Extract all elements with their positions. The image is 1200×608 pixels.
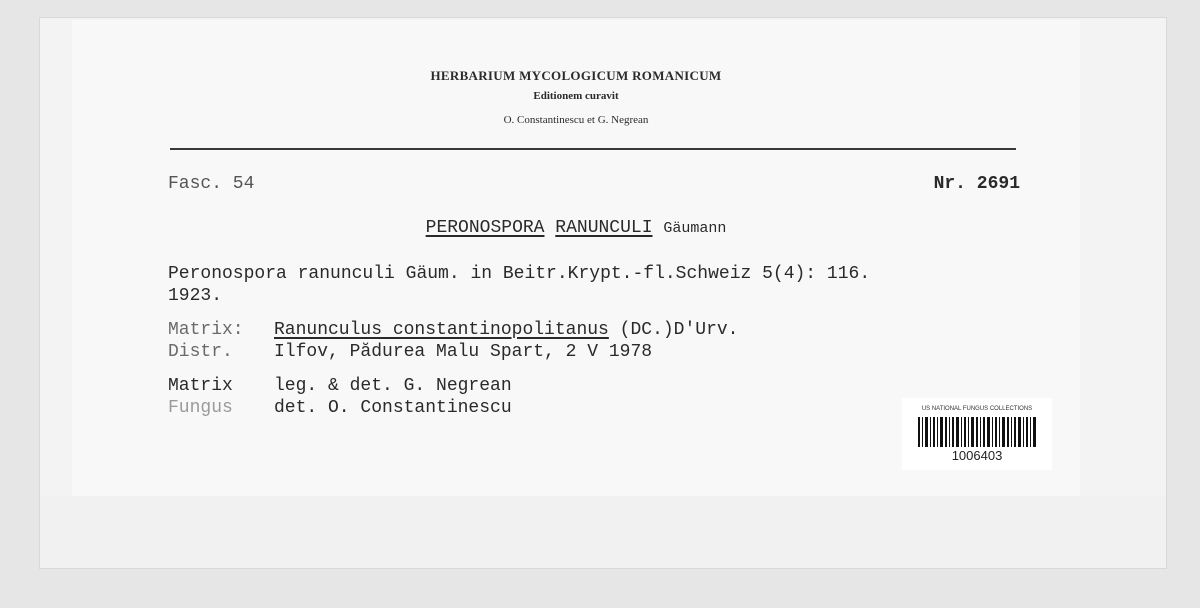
matrix-host-author: (DC.)D'Urv. (608, 320, 739, 340)
taxon-species: RANUNCULI (555, 218, 653, 238)
fungus-row (168, 398, 512, 418)
series-title: HERBARIUM MYCOLOGICUM ROMANICUM (430, 68, 722, 83)
series-subtitle: Editionem curavit (533, 90, 619, 102)
sheet-lower-margin (40, 496, 1166, 568)
collector-value: leg. & det. G. Negrean (274, 376, 512, 396)
distribution-row (168, 342, 652, 362)
matrix-row (168, 320, 738, 340)
collector-row (168, 376, 512, 396)
exsiccata-number: Nr. 2691 (933, 174, 1020, 194)
citation-line-1: Peronospora ranunculi Gäum. in Beitr.Krypt.-fl.Schweiz 5(4): 116. (168, 264, 871, 284)
barcode-number: 1006403 (951, 448, 1003, 463)
taxon-genus: PERONOSPORA (425, 218, 545, 238)
taxon-author: Gäumann (663, 220, 727, 237)
header-rule (170, 148, 1016, 150)
barcode-institution: US NATIONAL FUNGUS COLLECTIONS (921, 406, 1033, 412)
matrix-host: Ranunculus constantinopolitanus (274, 320, 609, 340)
barcode-label (902, 398, 1052, 470)
taxon-name (72, 218, 1080, 238)
distribution-value: Ilfov, Pădurea Malu Spart, 2 V 1978 (274, 342, 653, 362)
series-editors: O. Constantinescu et G. Negrean (503, 114, 649, 126)
fungus-value: det. O. Constantinescu (274, 398, 512, 418)
distribution-label: Distr. (168, 342, 233, 362)
fascicle-number: Fasc. 54 (168, 174, 255, 194)
citation-line-2: 1923. (168, 286, 223, 306)
matrix-label: Matrix: (168, 320, 244, 340)
fungus-label: Fungus (168, 398, 233, 418)
collector-label: Matrix (168, 376, 233, 396)
barcode-bars (918, 417, 1036, 447)
